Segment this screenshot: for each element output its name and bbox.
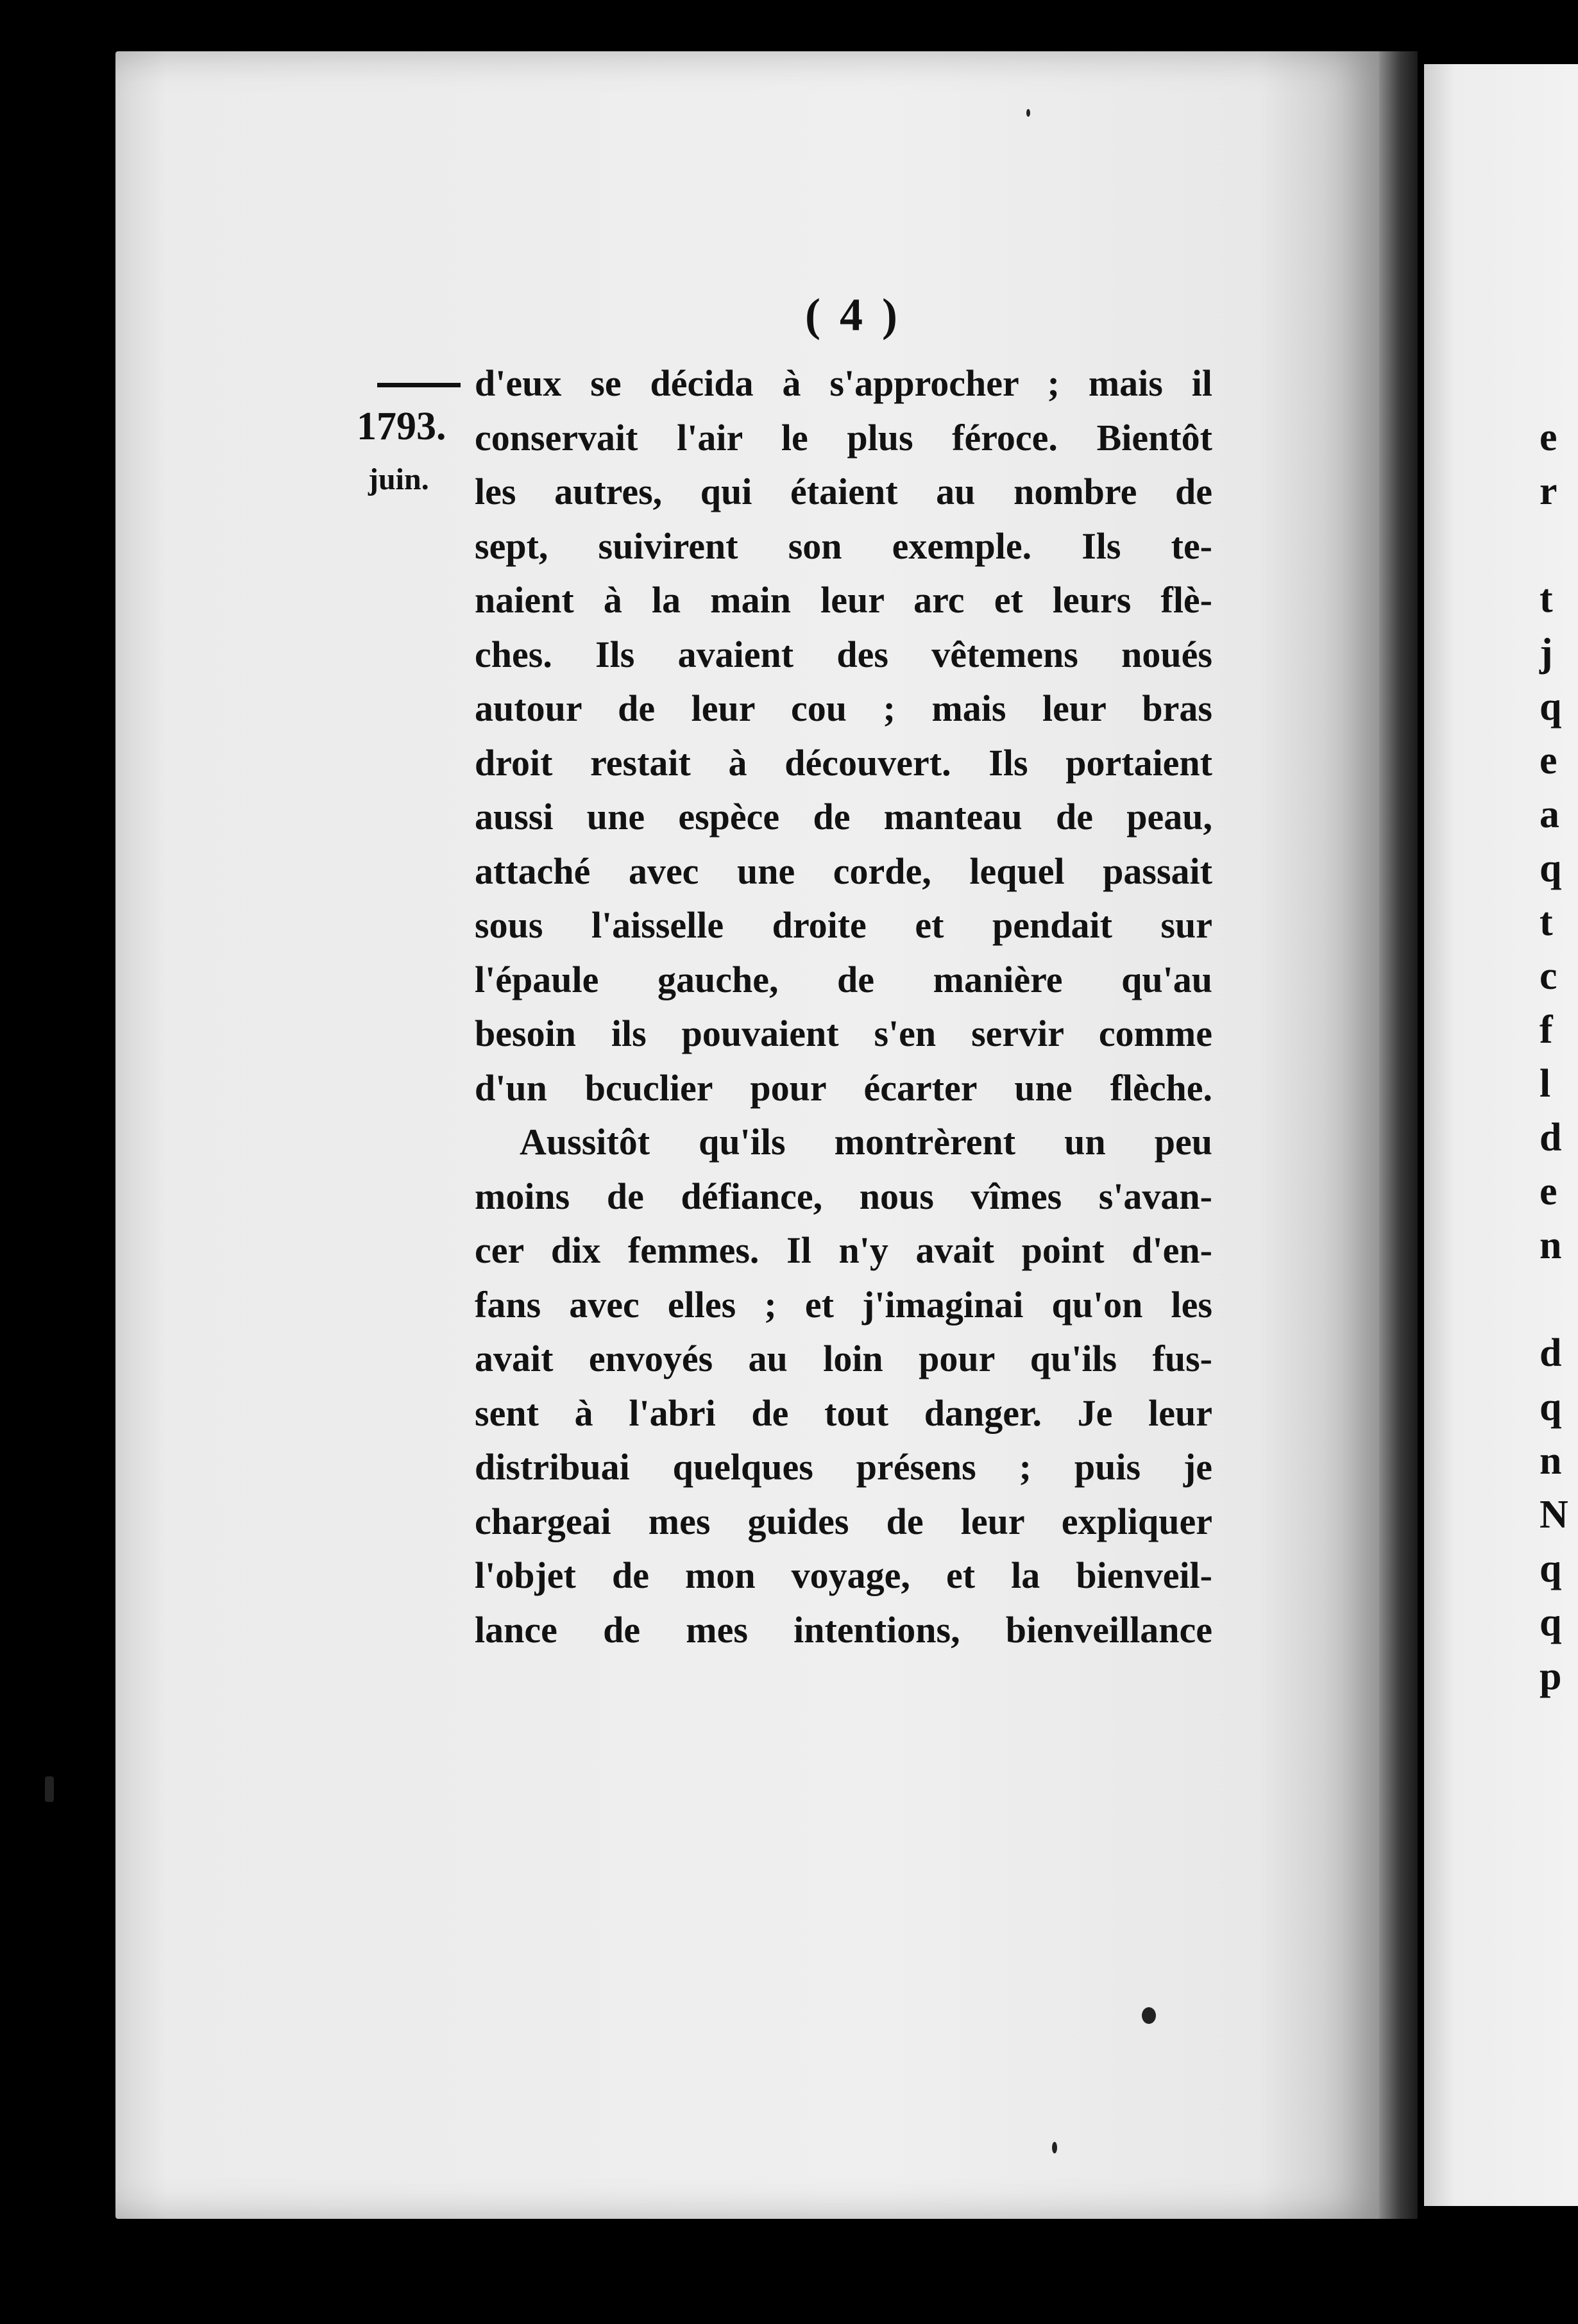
- right-letter: q: [1540, 846, 1562, 890]
- right-letter: c: [1540, 954, 1557, 998]
- ink-speck: [1052, 2142, 1057, 2153]
- text-line: lance de mes intentions, bienveillance: [475, 1608, 1212, 1651]
- text-line: moins de défiance, nous vîmes s'avan-: [475, 1175, 1212, 1217]
- text-line: d'eux se décida à s'approcher ; mais il: [475, 362, 1212, 404]
- text-line: avait envoyés au loin pour qu'ils fus-: [475, 1338, 1212, 1379]
- text-line: fans avec elles ; et j'imaginai qu'on les: [475, 1283, 1212, 1326]
- right-letter: t: [1540, 577, 1553, 621]
- right-letter: n: [1540, 1224, 1562, 1267]
- text-line: sous l'aisselle droite et pendait sur: [475, 904, 1212, 946]
- right-letter: n: [1540, 1439, 1562, 1483]
- margin-rule: [377, 383, 461, 387]
- text-line: l'objet de mon voyage, et la bienveil-: [475, 1554, 1212, 1596]
- right-letter: j: [1540, 631, 1553, 675]
- right-letter: t: [1540, 900, 1553, 944]
- text-line: besoin ils pouvaient s'en servir comme: [475, 1013, 1212, 1054]
- right-letter: d: [1540, 1331, 1562, 1375]
- right-letter: [1540, 518, 1578, 572]
- text-line: sept, suivirent son exemple. Ils te-: [475, 525, 1212, 567]
- text-line: l'épaule gauche, de manière qu'au: [475, 958, 1212, 1000]
- text-line: autour de leur cou ; mais leur bras: [475, 687, 1212, 729]
- page-number: ( 4 ): [805, 289, 901, 341]
- text-line: sent à l'abri de tout danger. Je leur: [475, 1392, 1212, 1434]
- text-line: aussi une espèce de manteau de peau,: [475, 796, 1212, 838]
- ink-speck: [1142, 2007, 1156, 2024]
- right-letter: q: [1540, 1601, 1562, 1644]
- body-text: [475, 357, 1212, 1657]
- right-letter: q: [1540, 1385, 1562, 1429]
- right-letter: e: [1540, 739, 1557, 782]
- text-line: attaché avec une corde, lequel passait: [475, 850, 1212, 892]
- right-letter: a: [1540, 793, 1559, 836]
- right-letter: N: [1540, 1493, 1568, 1537]
- right-letter: d: [1540, 1116, 1562, 1159]
- text-line: chargeai mes guides de leur expliquer: [475, 1500, 1212, 1542]
- margin-month: juin.: [368, 462, 429, 496]
- text-line: naient à la main leur arc et leurs flè-: [475, 579, 1212, 621]
- right-letter: l: [1540, 1062, 1551, 1106]
- right-letter: p: [1540, 1655, 1562, 1698]
- text-line: les autres, qui étaient au nombre de: [475, 471, 1212, 512]
- right-letter: q: [1540, 685, 1562, 728]
- ink-speck: [1026, 109, 1030, 117]
- text-line: conservait l'air le plus féroce. Bientôt: [475, 416, 1212, 459]
- right-letter: r: [1540, 469, 1557, 513]
- right-page-text: [1540, 410, 1578, 1703]
- text-line: droit restait à découvert. Ils portaient: [475, 741, 1212, 784]
- text-line: ches. Ils avaient des vêtemens noués: [475, 633, 1212, 675]
- ink-speck: [45, 1776, 54, 1802]
- text-line: d'un bcuclier pour écarter une flèche.: [475, 1066, 1212, 1109]
- right-letter: f: [1540, 1008, 1553, 1052]
- text-line: cer dix femmes. Il n'y avait point d'en-: [475, 1229, 1212, 1271]
- margin-year: 1793.: [357, 405, 446, 448]
- right-letter: [1540, 1272, 1578, 1326]
- right-letter: e: [1540, 416, 1557, 459]
- text-line: distribuai quelques présens ; puis je: [475, 1446, 1212, 1488]
- right-letter: e: [1540, 1170, 1557, 1213]
- text-line: Aussitôt qu'ils montrèrent un peu: [520, 1121, 1212, 1163]
- book-gutter: [1379, 51, 1418, 2219]
- right-letter: q: [1540, 1547, 1562, 1590]
